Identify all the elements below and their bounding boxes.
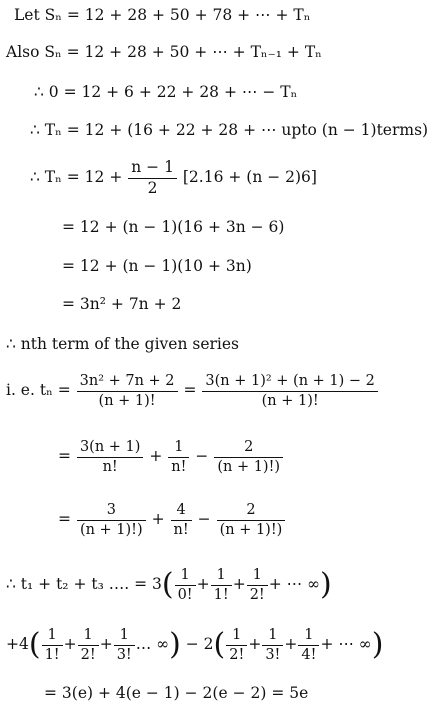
denominator: n!	[173, 521, 189, 538]
numerator: 2	[214, 440, 283, 458]
line-tn-sum: ∴ Tₙ = 12 + (16 + 22 + 28 + ⋯ upto (n − 1)terms)	[30, 121, 429, 139]
plus-sign: +	[284, 635, 298, 653]
line-tn-result: = 3n² + 7n + 2	[62, 295, 182, 313]
line-series-sum	[6, 568, 332, 602]
fraction-1-over-3f	[114, 628, 135, 662]
line-tn-split-2	[58, 503, 286, 537]
fraction-1-over-0f	[175, 568, 196, 602]
numerator: 3(n + 1)² + (n + 1) − 2	[202, 374, 378, 392]
numerator: 1	[298, 628, 319, 646]
numerator: 1	[42, 628, 63, 646]
plus-sign: +	[248, 635, 262, 653]
fraction-1-over-2f	[78, 628, 99, 662]
plus-sign: +	[196, 575, 210, 593]
minus-sign: −	[197, 510, 211, 528]
denominator: n!	[102, 458, 118, 475]
plus-sign: +	[232, 575, 246, 593]
fraction-term-2	[171, 503, 192, 537]
line-final-answer: = 3(e) + 4(e − 1) − 2(e − 2) = 5e	[44, 684, 309, 702]
coeff-4: +4	[6, 635, 29, 653]
fraction-term-3	[214, 440, 283, 474]
infinity-tail: + ⋯ ∞	[268, 575, 321, 593]
numerator: n − 1	[128, 160, 177, 179]
denominator: 2	[147, 178, 158, 197]
right-paren: )	[371, 627, 384, 662]
line-tn-general	[6, 374, 379, 408]
numerator: 4	[171, 503, 192, 521]
line-simplify-2: = 12 + (n − 1)(10 + 3n)	[62, 257, 252, 275]
line-nth-term-heading: ∴ nth term of the given series	[6, 335, 239, 353]
fraction-tn-2	[202, 374, 378, 408]
line-tn-split	[58, 440, 284, 474]
plus-sign: +	[151, 510, 165, 528]
fraction-1-over-2f	[247, 568, 268, 602]
tn-label: i. e. tₙ =	[6, 381, 71, 399]
denominator: 0!	[177, 586, 193, 603]
fraction-1-over-2f	[226, 628, 247, 662]
plus-sign: +	[63, 635, 77, 653]
fraction-term-1	[77, 440, 143, 474]
equals-sign: =	[58, 447, 71, 465]
numerator: 1	[114, 628, 135, 646]
numerator: 3	[77, 503, 146, 521]
denominator: 3!	[116, 646, 132, 663]
denominator: 2!	[249, 586, 265, 603]
denominator: 1!	[213, 586, 229, 603]
numerator: 2	[217, 503, 286, 521]
denominator: n!	[171, 458, 187, 475]
sum-prefix: ∴ t₁ + t₂ + t₃ …. = 3	[6, 575, 162, 593]
fraction-1-over-4f	[298, 628, 319, 662]
fraction-term-2	[168, 440, 189, 474]
fraction-n-minus-1-over-2	[128, 160, 177, 196]
denominator: 2!	[80, 646, 96, 663]
numerator: 1	[175, 568, 196, 586]
fraction-1-over-1f	[42, 628, 63, 662]
line-sn-definition: Let Sₙ = 12 + 28 + 50 + 78 + ⋯ + Tₙ	[14, 6, 311, 24]
plus-sign: +	[99, 635, 113, 653]
numerator: 1	[247, 568, 268, 586]
equals-sign: =	[183, 381, 197, 399]
minus-2: − 2	[185, 635, 214, 653]
tn-bracket: [2.16 + (n − 2)6]	[182, 168, 317, 186]
denominator: (n + 1)!)	[217, 458, 281, 475]
plus-sign: +	[149, 447, 163, 465]
fraction-1-over-3f	[262, 628, 283, 662]
fraction-term-1	[77, 503, 146, 537]
right-paren: )	[320, 567, 332, 602]
line-series-sum-2	[6, 628, 383, 662]
numerator: 1	[211, 568, 232, 586]
fraction-tn-1	[77, 374, 178, 408]
left-paren: (	[213, 627, 226, 662]
denominator: (n + 1)!	[98, 392, 156, 409]
numerator: 1	[226, 628, 247, 646]
left-paren: (	[161, 567, 174, 602]
denominator: 4!	[301, 646, 317, 663]
denominator: (n + 1)!	[261, 392, 319, 409]
line-simplify-1: = 12 + (n − 1)(16 + 3n − 6)	[62, 218, 285, 236]
tn-prefix: ∴ Tₙ = 12 +	[30, 168, 123, 186]
numerator: 3n² + 7n + 2	[77, 374, 178, 392]
infinity-tail: + ⋯ ∞	[320, 635, 372, 653]
numerator: 1	[262, 628, 283, 646]
numerator: 3(n + 1)	[77, 440, 143, 458]
left-paren: (	[28, 627, 41, 662]
equals-sign: =	[58, 510, 71, 528]
infinity-tail: … ∞	[135, 635, 170, 653]
line-sn-shifted: Also Sₙ = 12 + 28 + 50 + ⋯ + Tₙ₋₁ + Tₙ	[6, 43, 322, 61]
numerator: 1	[78, 628, 99, 646]
denominator: (n + 1)!)	[219, 521, 283, 538]
right-paren: )	[169, 627, 181, 662]
denominator: (n + 1)!)	[79, 521, 143, 538]
line-subtraction: ∴ 0 = 12 + 6 + 22 + 28 + ⋯ − Tₙ	[34, 83, 298, 101]
fraction-1-over-1f	[211, 568, 232, 602]
denominator: 2!	[229, 646, 245, 663]
fraction-term-3	[217, 503, 286, 537]
numerator: 1	[168, 440, 189, 458]
line-tn-ap-formula	[30, 160, 317, 196]
minus-sign: −	[195, 447, 209, 465]
denominator: 3!	[265, 646, 281, 663]
denominator: 1!	[44, 646, 60, 663]
